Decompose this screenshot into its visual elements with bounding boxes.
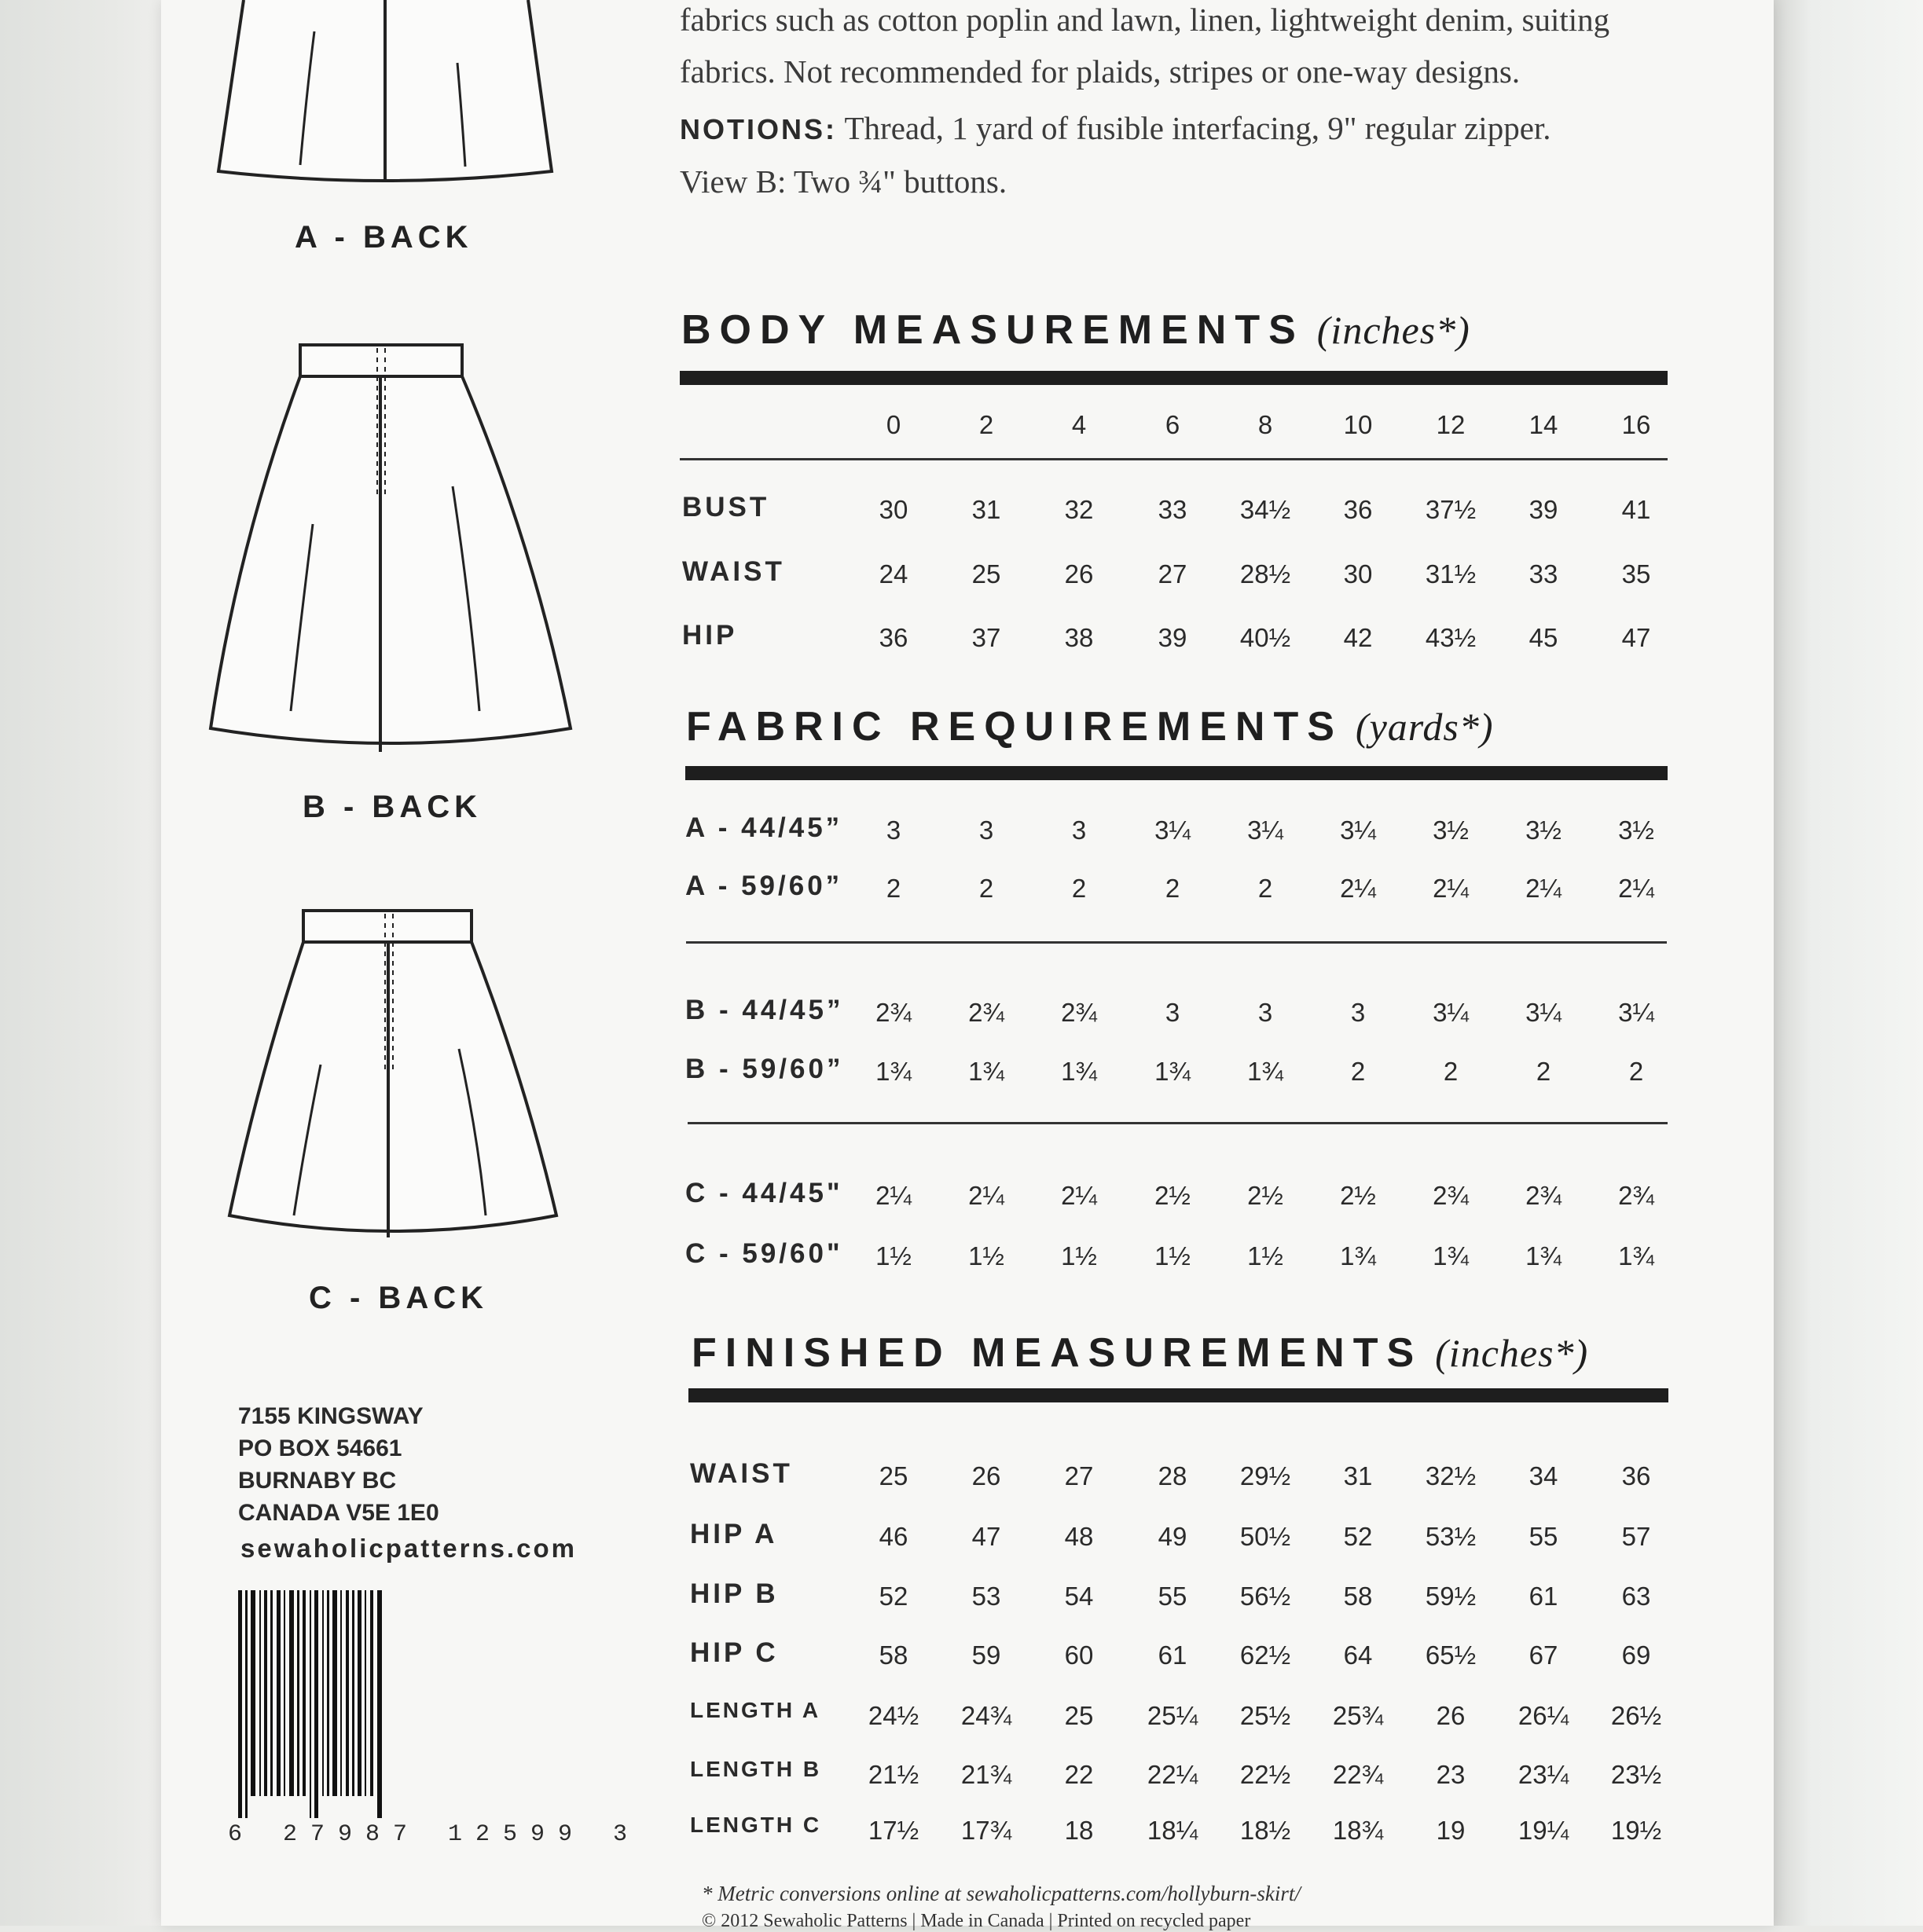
finished-cell: 21¾ — [960, 1760, 1012, 1789]
body-row-label: BUST — [682, 492, 770, 522]
finished-thick-rule — [688, 1388, 1668, 1402]
fabric-cell: 2½ — [1340, 1181, 1376, 1210]
fabric-cell: 3 — [886, 816, 901, 845]
finished-cell: 55 — [1158, 1582, 1187, 1611]
fabric-cell: 3 — [1257, 998, 1273, 1027]
body-cell: 33 — [1158, 495, 1187, 524]
finished-cell: 25 — [879, 1461, 908, 1490]
finished-cell: 48 — [1064, 1522, 1094, 1551]
barcode — [238, 1590, 560, 1822]
fabric-cell: 3¼ — [1340, 816, 1376, 845]
fabric-cell: 3 — [1071, 816, 1087, 845]
finished-cell: 19¼ — [1517, 1816, 1569, 1845]
finished-cell: 49 — [1158, 1522, 1187, 1551]
body-cell: 37½ — [1425, 495, 1477, 524]
finished-row-label: HIP B — [690, 1578, 779, 1609]
body-header-rule — [680, 458, 1668, 460]
finished-cell: 23½ — [1610, 1760, 1662, 1789]
body-cell: 33 — [1528, 559, 1558, 588]
fabric-cell: 2¼ — [1061, 1181, 1097, 1210]
metric-footnote: * Metric conversions online at sewaholicpatterns.com/hollyburn-skirt/ — [702, 1882, 1301, 1905]
fabric-cell: 2 — [1257, 874, 1273, 903]
body-title-text: BODY MEASUREMENTS — [681, 307, 1305, 353]
finished-row-label: HIP C — [690, 1637, 779, 1668]
fabric-divider-b-c — [688, 1122, 1668, 1124]
fabric-row-label: C - 44/45" — [685, 1178, 843, 1208]
finished-cell: 57 — [1621, 1522, 1651, 1551]
finished-cell: 53 — [971, 1582, 1001, 1611]
finished-cell: 46 — [879, 1522, 908, 1551]
finished-cell: 64 — [1343, 1641, 1373, 1670]
body-cell: 25 — [971, 559, 1001, 588]
body-cell: 45 — [1528, 623, 1558, 652]
skirt-a-back-illustration — [212, 0, 558, 189]
barcode-digits: 6 27987 12599 3 — [228, 1821, 641, 1848]
finished-cell: 21½ — [868, 1760, 919, 1789]
fabric-cell: 2 — [1536, 1057, 1551, 1086]
size-header-cell: 0 — [886, 410, 901, 439]
fabric-cell: 2¼ — [1618, 874, 1654, 903]
body-cell: 39 — [1158, 623, 1187, 652]
size-header-cell: 14 — [1528, 410, 1558, 439]
finished-cell: 54 — [1064, 1582, 1094, 1611]
address-line: CANADA V5E 1E0 — [238, 1500, 439, 1526]
notions-text: Thread, 1 yard of fusible interfacing, 9" regular zipper. — [844, 110, 1551, 146]
address-line: 7155 KINGSWAY — [238, 1403, 424, 1429]
view-label-c: C - BACK — [309, 1281, 488, 1315]
size-header-cell: 4 — [1071, 410, 1087, 439]
address-line: PO BOX 54661 — [238, 1435, 402, 1461]
fabric-cell: 2¼ — [968, 1181, 1004, 1210]
fabric-cell: 2¾ — [1061, 998, 1097, 1027]
fabric-cell: 1½ — [1247, 1241, 1283, 1270]
body-cell: 36 — [879, 623, 908, 652]
fabric-cell: 1¾ — [1618, 1241, 1654, 1270]
background-left — [0, 0, 161, 1926]
body-cell: 38 — [1064, 623, 1094, 652]
finished-cell: 17½ — [868, 1816, 919, 1845]
finished-cell: 52 — [879, 1582, 908, 1611]
finished-cell: 24½ — [868, 1701, 919, 1730]
fabric-cell: 2¾ — [968, 998, 1004, 1027]
body-cell: 31½ — [1425, 559, 1477, 588]
finished-title-text: FINISHED MEASUREMENTS — [692, 1330, 1423, 1376]
fabric-cell: 1¾ — [1061, 1057, 1097, 1086]
fabric-cell: 3½ — [1525, 816, 1562, 845]
finished-row-label: HIP A — [690, 1519, 778, 1549]
finished-row-label: LENGTH A — [690, 1698, 821, 1722]
finished-cell: 22¾ — [1332, 1760, 1384, 1789]
finished-cell: 25¾ — [1332, 1701, 1384, 1730]
fabric-row-label: A - 44/45” — [685, 812, 843, 843]
finished-cell: 22½ — [1239, 1760, 1291, 1789]
fabric-cell: 2 — [886, 874, 901, 903]
fabric-cell: 3½ — [1433, 816, 1469, 845]
finished-cell: 23¼ — [1517, 1760, 1569, 1789]
background-right — [1774, 0, 1923, 1926]
fabric-cell: 3 — [1165, 998, 1180, 1027]
fabric-cell: 2¼ — [1525, 874, 1562, 903]
finished-cell: 65½ — [1425, 1641, 1477, 1670]
finished-cell: 58 — [1343, 1582, 1373, 1611]
fabric-cell: 1¾ — [1525, 1241, 1562, 1270]
finished-cell: 27 — [1064, 1461, 1094, 1490]
fabric-cell: 1¾ — [1340, 1241, 1376, 1270]
body-cell: 41 — [1621, 495, 1651, 524]
fabric-requirements-title — [686, 703, 1493, 750]
body-measurements-title — [681, 306, 1470, 354]
finished-cell: 59 — [971, 1641, 1001, 1670]
fabric-cell: 3¼ — [1525, 998, 1562, 1027]
size-header-cell: 10 — [1343, 410, 1373, 439]
size-header-cell: 6 — [1165, 410, 1180, 439]
finished-measurements-title — [692, 1329, 1588, 1377]
fabric-cell: 3 — [978, 816, 994, 845]
finished-cell: 60 — [1064, 1641, 1094, 1670]
finished-cell: 22 — [1064, 1760, 1094, 1789]
skirt-c-back-illustration — [226, 907, 560, 1245]
fabric-cell: 2 — [1071, 874, 1087, 903]
fabric-cell: 1½ — [875, 1241, 912, 1270]
fabric-cell: 3¼ — [1247, 816, 1283, 845]
fabric-cell: 1½ — [968, 1241, 1004, 1270]
body-cell: 28½ — [1239, 559, 1291, 588]
fabric-cell: 1¾ — [1154, 1057, 1191, 1086]
skirt-b-back-illustration — [206, 342, 575, 758]
body-cell: 24 — [879, 559, 908, 588]
finished-cell: 34 — [1528, 1461, 1558, 1490]
size-header-cell: 12 — [1436, 410, 1466, 439]
fabric-cell: 2 — [1628, 1057, 1644, 1086]
finished-cell: 26 — [1436, 1701, 1466, 1730]
finished-cell: 61 — [1158, 1641, 1187, 1670]
fabric-thick-rule — [685, 766, 1668, 780]
finished-cell: 63 — [1621, 1582, 1651, 1611]
fabric-cell: 2¼ — [875, 1181, 912, 1210]
fabric-cell: 1¾ — [1247, 1057, 1283, 1086]
finished-cell: 69 — [1621, 1641, 1651, 1670]
website-url: sewaholicpatterns.com — [240, 1534, 577, 1563]
finished-row-label: LENGTH B — [690, 1757, 822, 1781]
fabric-row-label: C - 59/60" — [685, 1238, 843, 1269]
finished-cell: 18¼ — [1147, 1816, 1198, 1845]
finished-cell: 62½ — [1239, 1641, 1291, 1670]
fabric-cell: 2¾ — [875, 998, 912, 1027]
view-label-b: B - BACK — [303, 790, 482, 824]
copyright-line: © 2012 Sewaholic Patterns | Made in Canada | Printed on recycled paper — [702, 1911, 1251, 1931]
fabric-cell: 2 — [1350, 1057, 1366, 1086]
fabric-row-label: B - 44/45” — [685, 995, 844, 1025]
body-row-label: HIP — [682, 620, 738, 651]
finished-cell: 36 — [1621, 1461, 1651, 1490]
finished-cell: 52 — [1343, 1522, 1373, 1551]
finished-cell: 32½ — [1425, 1461, 1477, 1490]
finished-cell: 18½ — [1239, 1816, 1291, 1845]
body-cell: 34½ — [1239, 495, 1291, 524]
fabric-cell: 1¾ — [1433, 1241, 1469, 1270]
fabric-divider-a-b — [686, 941, 1667, 944]
size-header-cell: 8 — [1257, 410, 1273, 439]
mailing-address — [238, 1400, 439, 1529]
fabric-row-label: A - 59/60” — [685, 871, 843, 901]
finished-cell: 23 — [1436, 1760, 1466, 1789]
finished-cell: 47 — [971, 1522, 1001, 1551]
body-cell: 39 — [1528, 495, 1558, 524]
finished-cell: 18¾ — [1332, 1816, 1384, 1845]
fabric-unit: (yards*) — [1355, 705, 1494, 749]
body-cell: 31 — [971, 495, 1001, 524]
fabric-cell: 1½ — [1154, 1241, 1191, 1270]
body-cell: 43½ — [1425, 623, 1477, 652]
finished-cell: 26¼ — [1517, 1701, 1569, 1730]
finished-cell: 29½ — [1239, 1461, 1291, 1490]
fabric-cell: 3½ — [1618, 816, 1654, 845]
finished-cell: 26 — [971, 1461, 1001, 1490]
body-cell: 42 — [1343, 623, 1373, 652]
body-cell: 30 — [879, 495, 908, 524]
body-cell: 26 — [1064, 559, 1094, 588]
fabric-cell: 2 — [978, 874, 994, 903]
body-unit: (inches*) — [1316, 308, 1470, 352]
body-cell: 32 — [1064, 495, 1094, 524]
body-row-label: WAIST — [682, 556, 785, 587]
body-cell: 37 — [971, 623, 1001, 652]
finished-cell: 24¾ — [960, 1701, 1012, 1730]
fabric-cell: 2¼ — [1340, 874, 1376, 903]
finished-cell: 56½ — [1239, 1582, 1291, 1611]
fabric-cell: 2½ — [1154, 1181, 1191, 1210]
size-header-cell: 2 — [978, 410, 994, 439]
fabric-cell: 2 — [1443, 1057, 1459, 1086]
finished-cell: 22¼ — [1147, 1760, 1198, 1789]
finished-cell: 61 — [1528, 1582, 1558, 1611]
finished-cell: 25 — [1064, 1701, 1094, 1730]
finished-cell: 31 — [1343, 1461, 1373, 1490]
finished-row-label: WAIST — [690, 1458, 793, 1489]
finished-cell: 19 — [1436, 1816, 1466, 1845]
notions-text-2: View B: Two ¾" buttons. — [680, 163, 1007, 200]
view-label-a: A - BACK — [295, 220, 473, 255]
fabric-row-label: B - 59/60” — [685, 1054, 844, 1084]
finished-cell: 18 — [1064, 1816, 1094, 1845]
notions — [680, 102, 1701, 207]
finished-cell: 26½ — [1610, 1701, 1662, 1730]
fabric-cell: 2¾ — [1433, 1181, 1469, 1210]
fabric-cell: 3¼ — [1618, 998, 1654, 1027]
finished-cell: 17¾ — [960, 1816, 1012, 1845]
fabric-cell: 2¾ — [1618, 1181, 1654, 1210]
finished-cell: 19½ — [1610, 1816, 1662, 1845]
address-line: BURNABY BC — [238, 1468, 397, 1494]
finished-cell: 25½ — [1239, 1701, 1291, 1730]
fabric-cell: 2¾ — [1525, 1181, 1562, 1210]
notions-label: NOTIONS: — [680, 113, 837, 145]
fabric-cell: 3¼ — [1154, 816, 1191, 845]
fabric-title-text: FABRIC REQUIREMENTS — [686, 704, 1343, 750]
finished-cell: 53½ — [1425, 1522, 1477, 1551]
fabric-cell: 1¾ — [968, 1057, 1004, 1086]
finished-cell: 25¼ — [1147, 1701, 1198, 1730]
body-cell: 27 — [1158, 559, 1187, 588]
finished-cell: 58 — [879, 1641, 908, 1670]
finished-cell: 59½ — [1425, 1582, 1477, 1611]
size-header-cell: 16 — [1621, 410, 1651, 439]
fabric-cell: 3¼ — [1433, 998, 1469, 1027]
body-thick-rule — [680, 371, 1668, 385]
finished-cell: 28 — [1158, 1461, 1187, 1490]
finished-cell: 50½ — [1239, 1522, 1291, 1551]
finished-cell: 67 — [1528, 1641, 1558, 1670]
fabric-suggestions — [680, 0, 1701, 207]
fabric-cell: 2 — [1165, 874, 1180, 903]
finished-unit: (inches*) — [1435, 1331, 1589, 1375]
fabric-cell: 1¾ — [875, 1057, 912, 1086]
body-cell: 47 — [1621, 623, 1651, 652]
fabric-cell: 2¼ — [1433, 874, 1469, 903]
fabric-cell: 2½ — [1247, 1181, 1283, 1210]
body-cell: 40½ — [1239, 623, 1291, 652]
fabric-suggestions-text: fabrics such as cotton poplin and lawn, linen, lightweight denim, suiting fabrics. Not recommended for plaids, stripes or one-way designs. — [680, 2, 1610, 90]
body-cell: 36 — [1343, 495, 1373, 524]
body-cell: 35 — [1621, 559, 1651, 588]
fabric-cell: 1½ — [1061, 1241, 1097, 1270]
finished-cell: 55 — [1528, 1522, 1558, 1551]
fabric-cell: 3 — [1350, 998, 1366, 1027]
finished-row-label: LENGTH C — [690, 1813, 822, 1837]
body-cell: 30 — [1343, 559, 1373, 588]
